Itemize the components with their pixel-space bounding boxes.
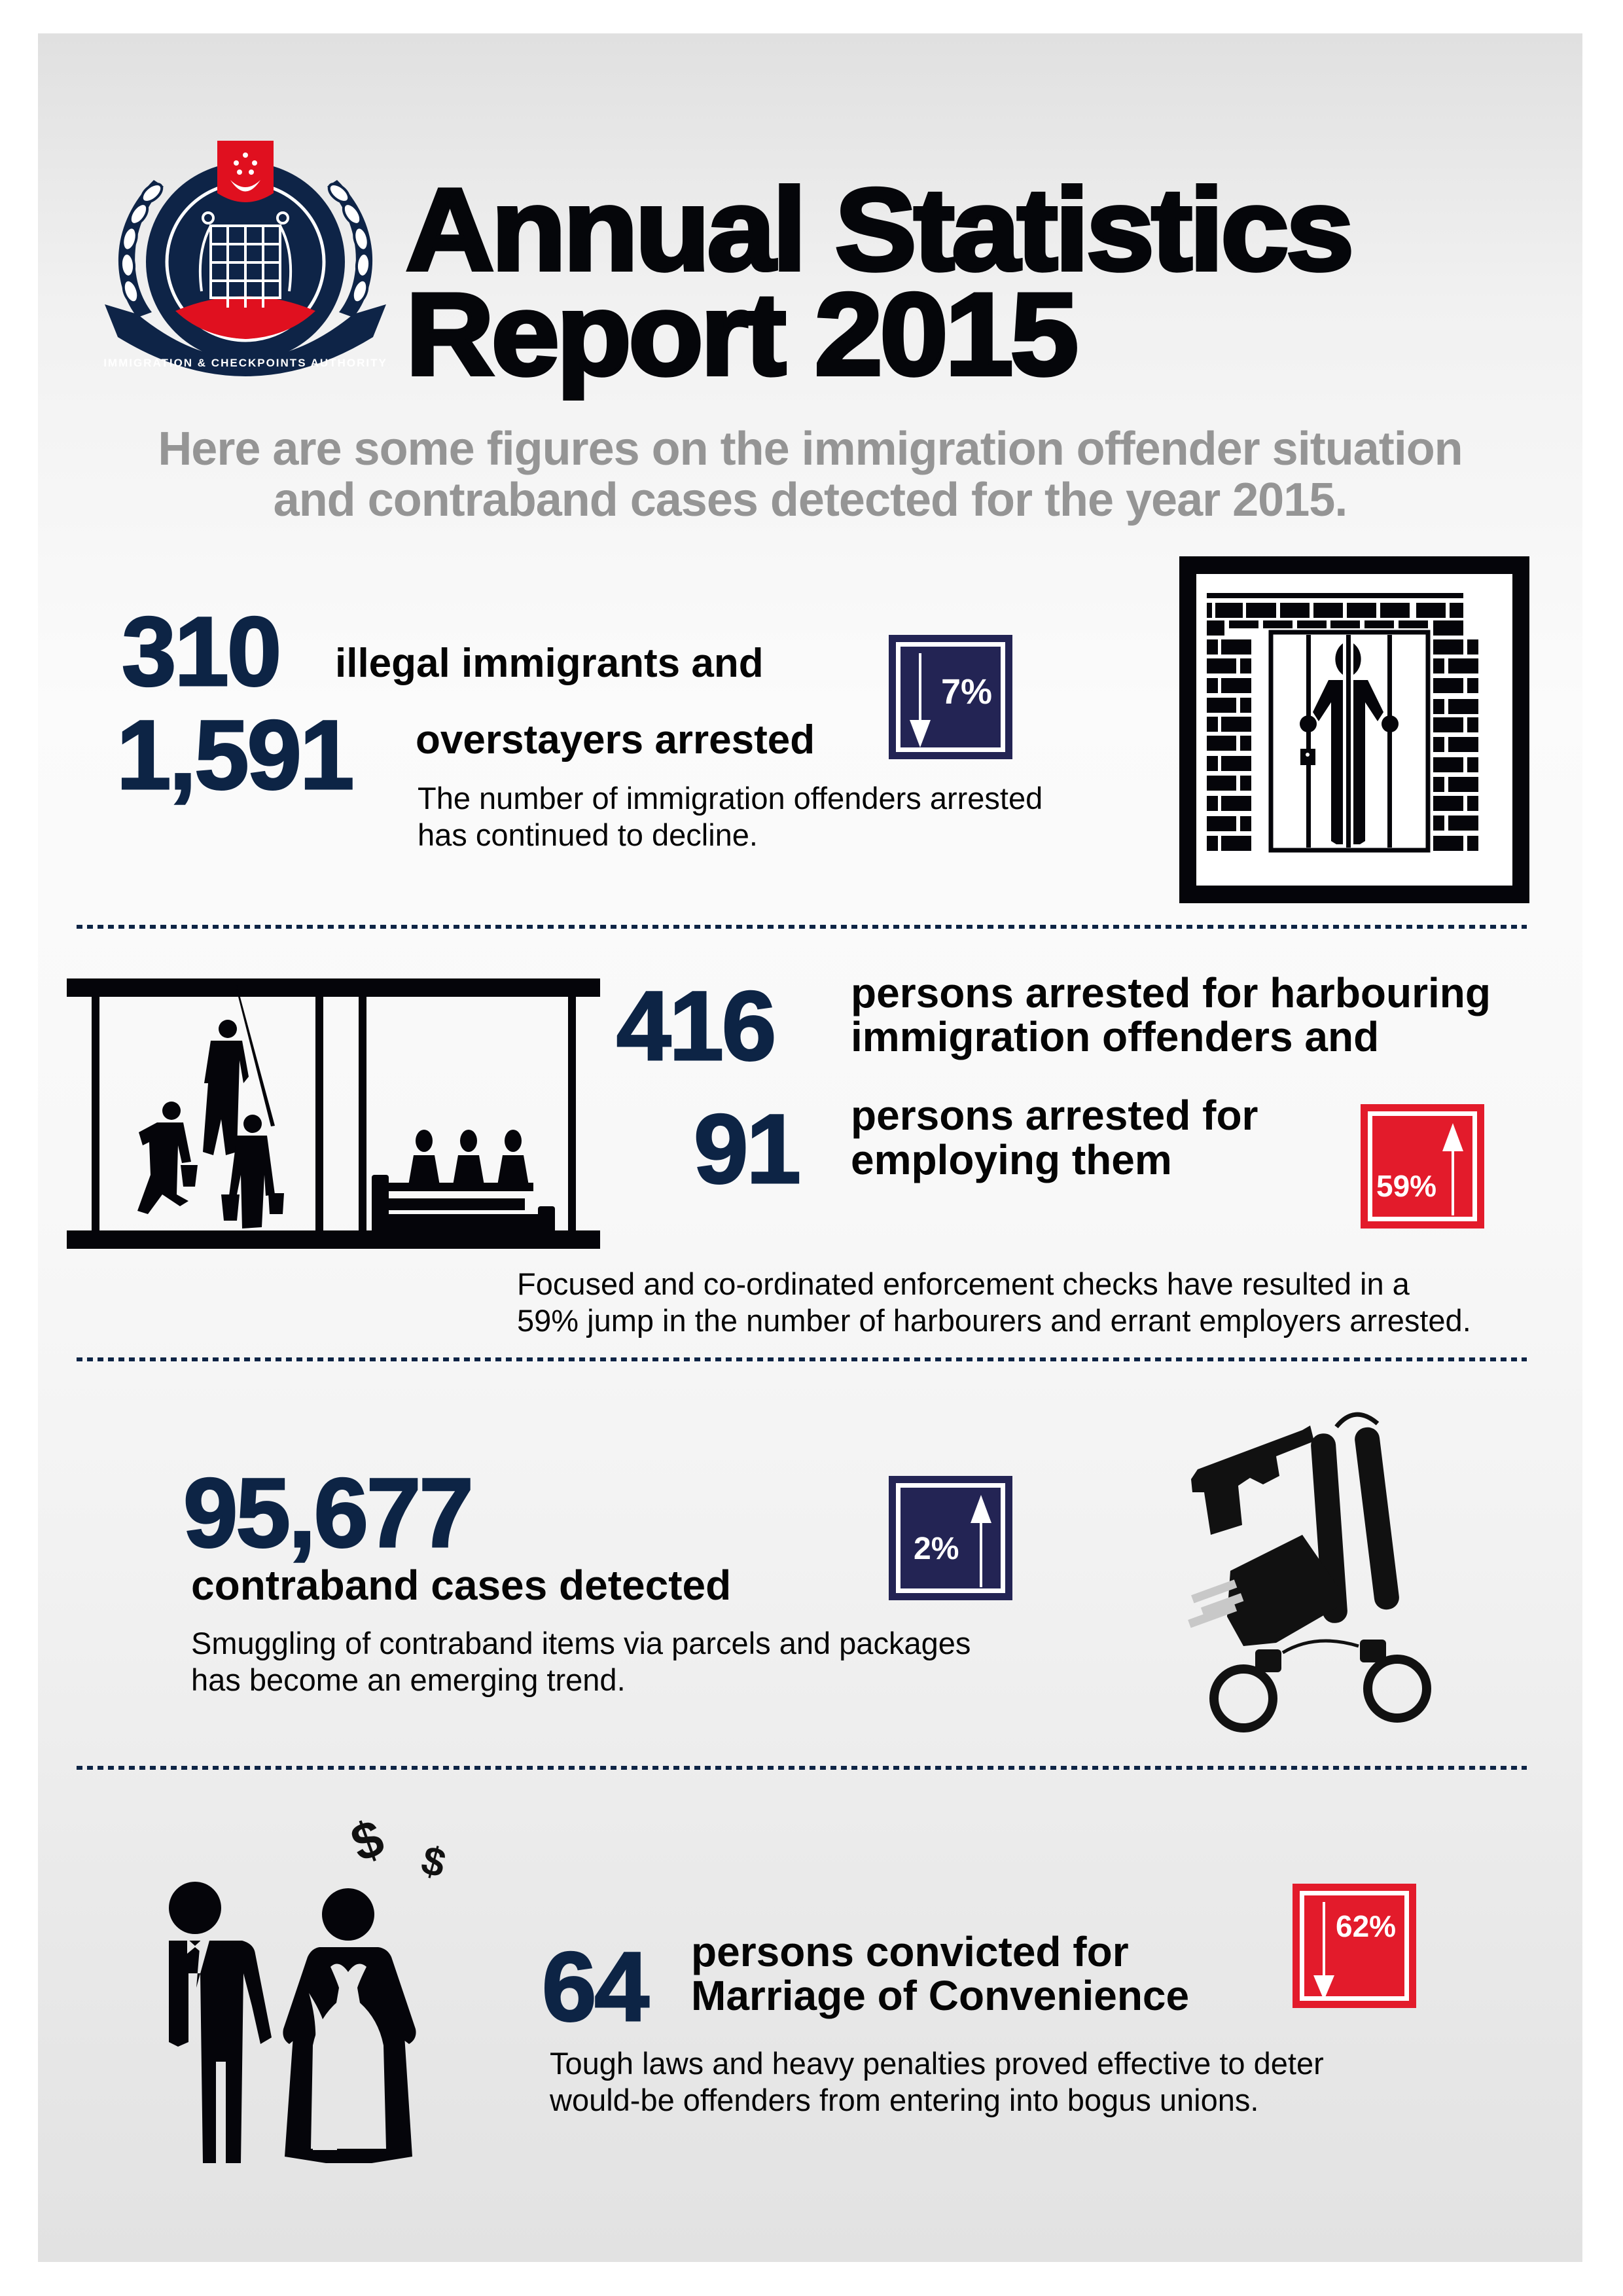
stat-employers-value: 91 [694, 1094, 799, 1204]
stat-illegal-immigrants-value: 310 [122, 596, 280, 706]
stat-employers-label-line-1: persons arrested for [851, 1092, 1258, 1139]
stat-contraband-value: 95,677 [183, 1458, 472, 1568]
bride-groom-illustration [164, 1810, 465, 2163]
section-1-description-line-2: has continued to decline. [418, 817, 758, 852]
change-badge-59pct-up [1361, 1104, 1484, 1229]
section-3-description-line-1: Smuggling of contraband items via parcels and packages [191, 1626, 971, 1660]
stat-contraband-label: contraband cases detected [191, 1562, 732, 1609]
arrow-down-icon [1293, 1884, 1416, 2008]
logo-ribbon-text: IMMIGRATION & CHECKPOINTS AUTHORITY [103, 357, 387, 369]
subtitle-line-1: Here are some figures on the immigration offender situation [158, 423, 1463, 475]
change-badge-2pct-up [889, 1476, 1012, 1600]
stat-harbouring-label-line-2: immigration offenders and [851, 1013, 1380, 1060]
stat-harbouring-label-line-1: persons arrested for harbouring [851, 969, 1491, 1016]
bride-groom-money-icon [164, 1810, 465, 2163]
change-badge-7pct-down [889, 635, 1012, 759]
ica-logo [92, 141, 399, 376]
workers-and-dormitory-icon [65, 978, 602, 1253]
title-line-2: Report 2015 [406, 269, 1076, 399]
stat-employers-label-line-2: employing them [851, 1136, 1172, 1183]
section-3-description-line-2: has become an emerging trend. [191, 1662, 626, 1697]
prison-cell-icon [1179, 556, 1529, 903]
stat-marriage-convenience-label-line-1: persons convicted for [691, 1928, 1129, 1975]
section-2-description-line-1: Focused and co-ordinated enforcement checks have resulted in a [517, 1266, 1410, 1301]
section-divider-1 [77, 925, 1527, 929]
badge-value: 59% [1376, 1169, 1437, 1203]
badge-value: 7% [941, 672, 993, 711]
subtitle-line-2: and contraband cases detected for the year 2015. [273, 474, 1347, 526]
section-4-description-line-2: would-be offenders from entering into bogus unions. [550, 2083, 1259, 2117]
contraband-illustration [1165, 1401, 1505, 1741]
stat-harbouring-value: 416 [616, 971, 775, 1081]
section-1-description-line-1: The number of immigration offenders arrested [418, 781, 1043, 816]
section-4-description-line-1: Tough laws and heavy penalties proved effective to deter [550, 2046, 1324, 2081]
badge-value: 2% [914, 1532, 959, 1566]
prison-cell-illustration [1179, 556, 1529, 903]
dollar-sign-small: $ [416, 1837, 450, 1887]
dollar-sign-large: $ [344, 1810, 391, 1873]
section-divider-3 [77, 1766, 1527, 1770]
section-2-description-line-2: 59% jump in the number of harbourers and errant employers arrested. [517, 1303, 1471, 1338]
arrow-up-icon [1361, 1104, 1484, 1229]
workers-dormitory-illustration [65, 978, 602, 1253]
contraband-items-icon [1165, 1401, 1505, 1741]
section-divider-2 [77, 1357, 1527, 1361]
stat-overstayers-label: overstayers arrested [416, 717, 815, 762]
stat-marriage-convenience-label-line-2: Marriage of Convenience [691, 1972, 1190, 2019]
title-line-1: Annual Statistics [406, 164, 1351, 295]
stat-overstayers-value: 1,591 [116, 700, 353, 810]
stat-marriage-convenience-value: 64 [542, 1931, 647, 2041]
stat-illegal-immigrants-label: illegal immigrants and [335, 641, 764, 686]
ica-crest-icon [92, 141, 399, 376]
badge-value: 62% [1336, 1909, 1397, 1943]
change-badge-62pct-down [1293, 1884, 1416, 2008]
